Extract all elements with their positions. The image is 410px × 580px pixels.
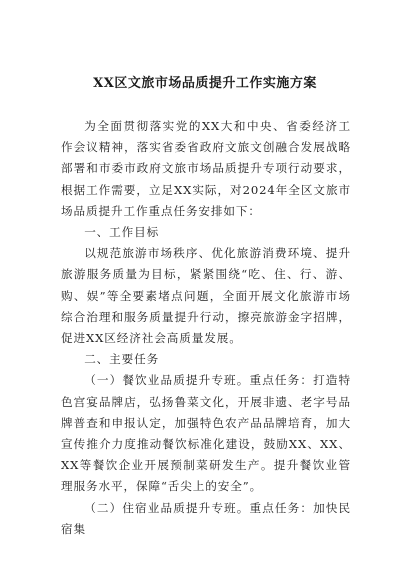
intro-paragraph: 为全面贯彻落实党的XX大和中央、省委经济工作会议精神，落实省委省政府文旅文创融合发展战略部署和市委市政府文旅市场品质提升专项行动要求，根据工作需要，立足XX实际，对2024年全区文旅市场品质提升工作重点任务安排如下：	[61, 119, 351, 218]
task-catering-paragraph: （一）餐饮业品质提升专班。重点任务：打造特色宫宴品牌店，弘扬鲁菜文化，开展非遗、老字号品牌普查和申报认定，加强特色农产品品牌培育，加大宣传推介力度推动餐饮标准化建设，鼓励XX、XX、XX等餐饮企业开展预制菜研发生产。提升餐饮业管理服务水平，保障“舌尖上的安全”。	[61, 373, 351, 494]
section-heading-tasks: 二、主要任务	[84, 352, 160, 367]
task-lodging-paragraph: （二）住宿业品质提升专班。重点任务：加快民宿集	[61, 500, 351, 536]
section-heading-goals: 一、工作目标	[84, 225, 160, 240]
goals-paragraph: 以规范旅游市场秩序、优化旅游消费环境、提升旅游服务质量为目标，紧紧围绕“吃、住、行、游、购、娱”等全要素堵点问题，全面开展文化旅游市场综合治理和服务质量提升行动，擦亮旅游金字招牌，促进XX区经济社会高质量发展。	[61, 246, 351, 346]
document-title: XX区文旅市场品质提升工作实施方案	[93, 76, 317, 91]
document-body	[61, 116, 351, 540]
